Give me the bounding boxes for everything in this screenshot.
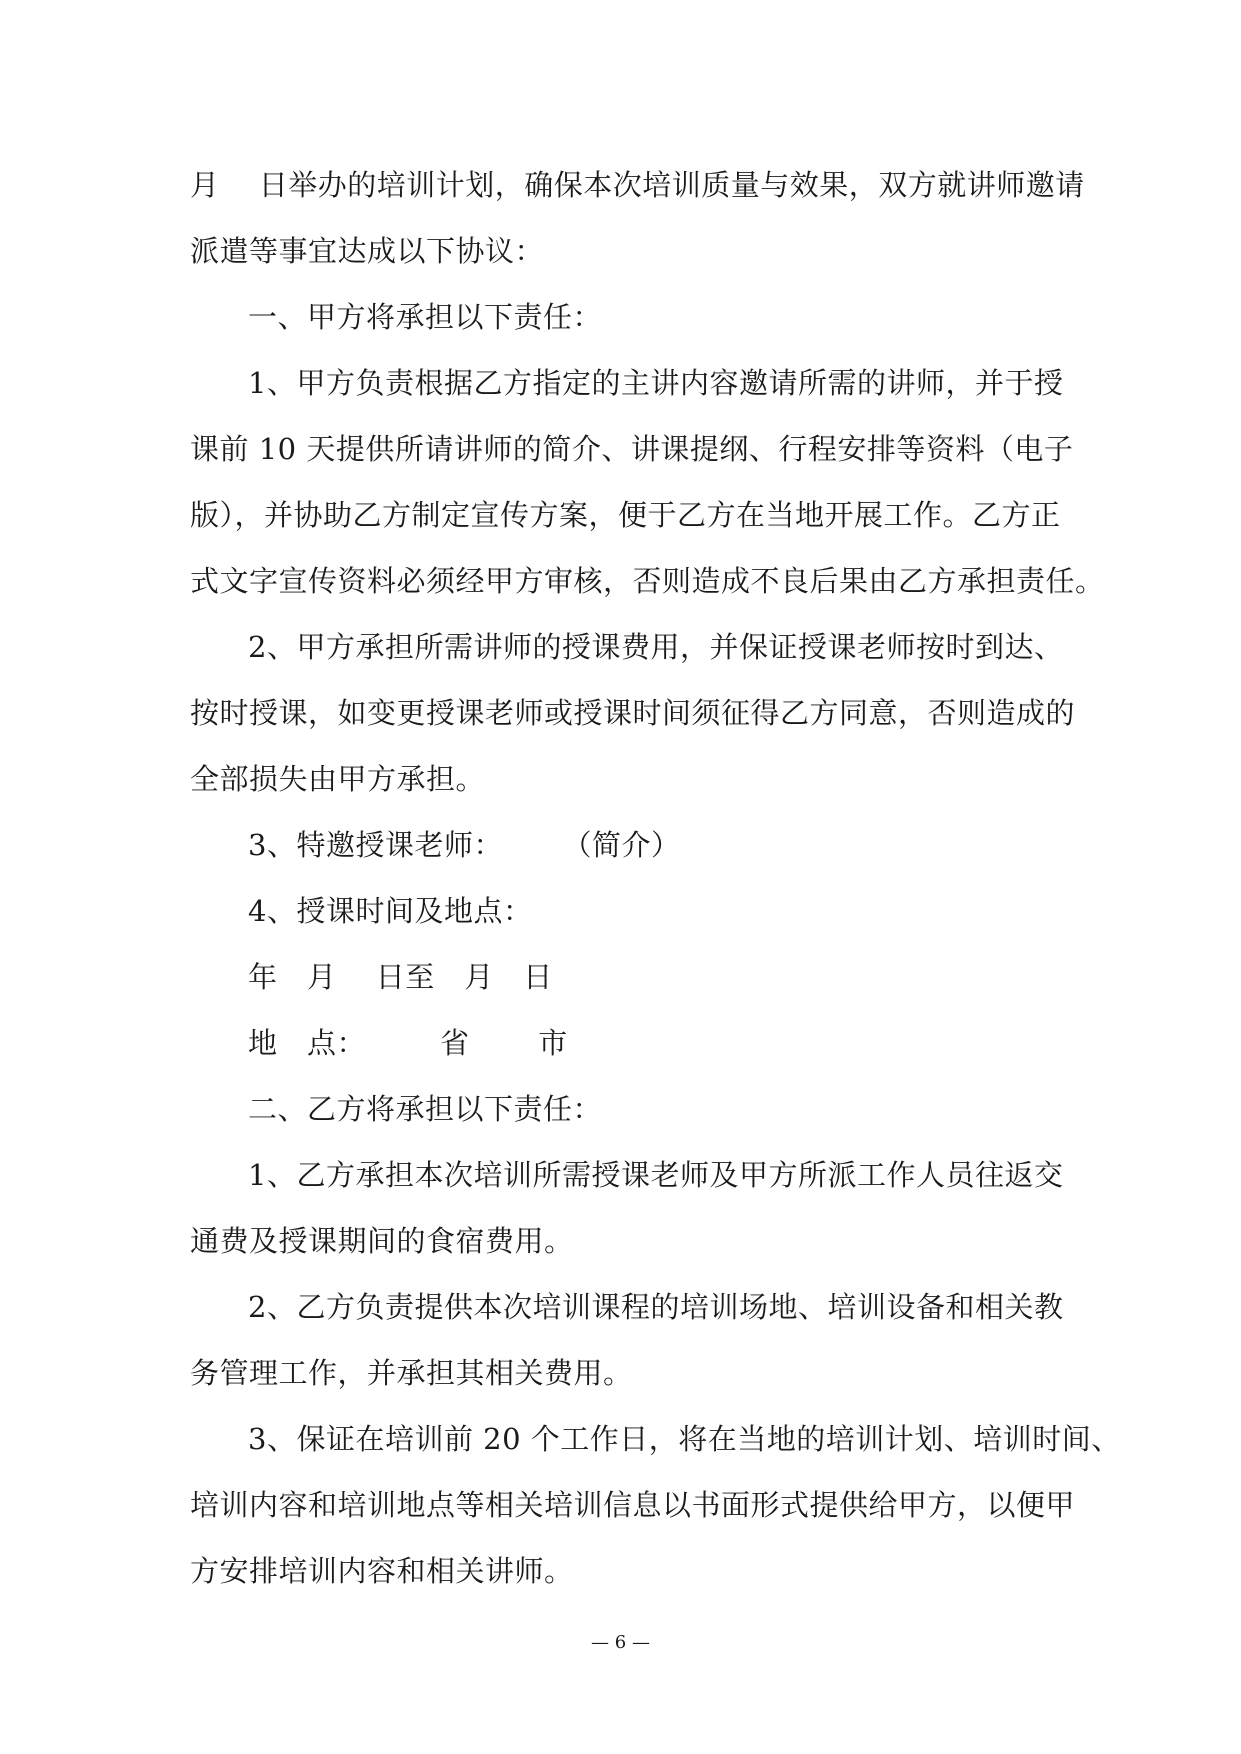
text-line: 式文字宣传资料必须经甲方审核，否则造成不良后果由乙方承担责任。 [190, 564, 1105, 598]
section-heading: 二、乙方将承担以下责任： [248, 1092, 603, 1126]
text-line: 2、甲方承担所需讲师的授课费用，并保证授课老师按时到达、 [248, 630, 1064, 664]
text-line: 版），并协助乙方制定宣传方案，便于乙方在当地开展工作。乙方正 [190, 498, 1061, 532]
text-line: 通费及授课期间的食宿费用。 [190, 1224, 574, 1258]
text-line: 方安排培训内容和相关讲师。 [190, 1554, 574, 1588]
text-line: 3、保证在培训前 20 个工作日，将在当地的培训计划、培训时间、 [248, 1422, 1121, 1456]
text-line: 1、甲方负责根据乙方指定的主讲内容邀请所需的讲师，并于授 [248, 366, 1064, 400]
text-line: 4、授课时间及地点： [248, 894, 533, 928]
text-line: 按时授课，如变更授课老师或授课时间须征得乙方同意，否则造成的 [190, 696, 1076, 730]
text-line: 务管理工作，并承担其相关费用。 [190, 1356, 633, 1390]
text-line: 1、乙方承担本次培训所需授课老师及甲方所派工作人员往返交 [248, 1158, 1064, 1192]
text-line: 年 月 日至 月 日 [248, 960, 553, 994]
text-line: 2、乙方负责提供本次培训课程的培训场地、培训设备和相关教 [248, 1290, 1064, 1324]
section-heading: 一、甲方将承担以下责任： [248, 300, 603, 334]
page-number: — 6 — [591, 1632, 650, 1653]
text-line: 地 点： 省 市 [248, 1026, 568, 1060]
text-line: 3、特邀授课老师： （简介） [248, 828, 681, 862]
text-line: 月 日举办的培训计划，确保本次培训质量与效果，双方就讲师邀请 [190, 168, 1085, 202]
text-line: 培训内容和培训地点等相关培训信息以书面形式提供给甲方，以便甲 [190, 1488, 1076, 1522]
text-line: 全部损失由甲方承担。 [190, 762, 486, 796]
text-line: 课前 10 天提供所请讲师的简介、讲课提纲、行程安排等资料（电子 [190, 432, 1074, 466]
document-body [190, 152, 1121, 1604]
text-line: 派遣等事宜达成以下协议： [190, 234, 545, 268]
